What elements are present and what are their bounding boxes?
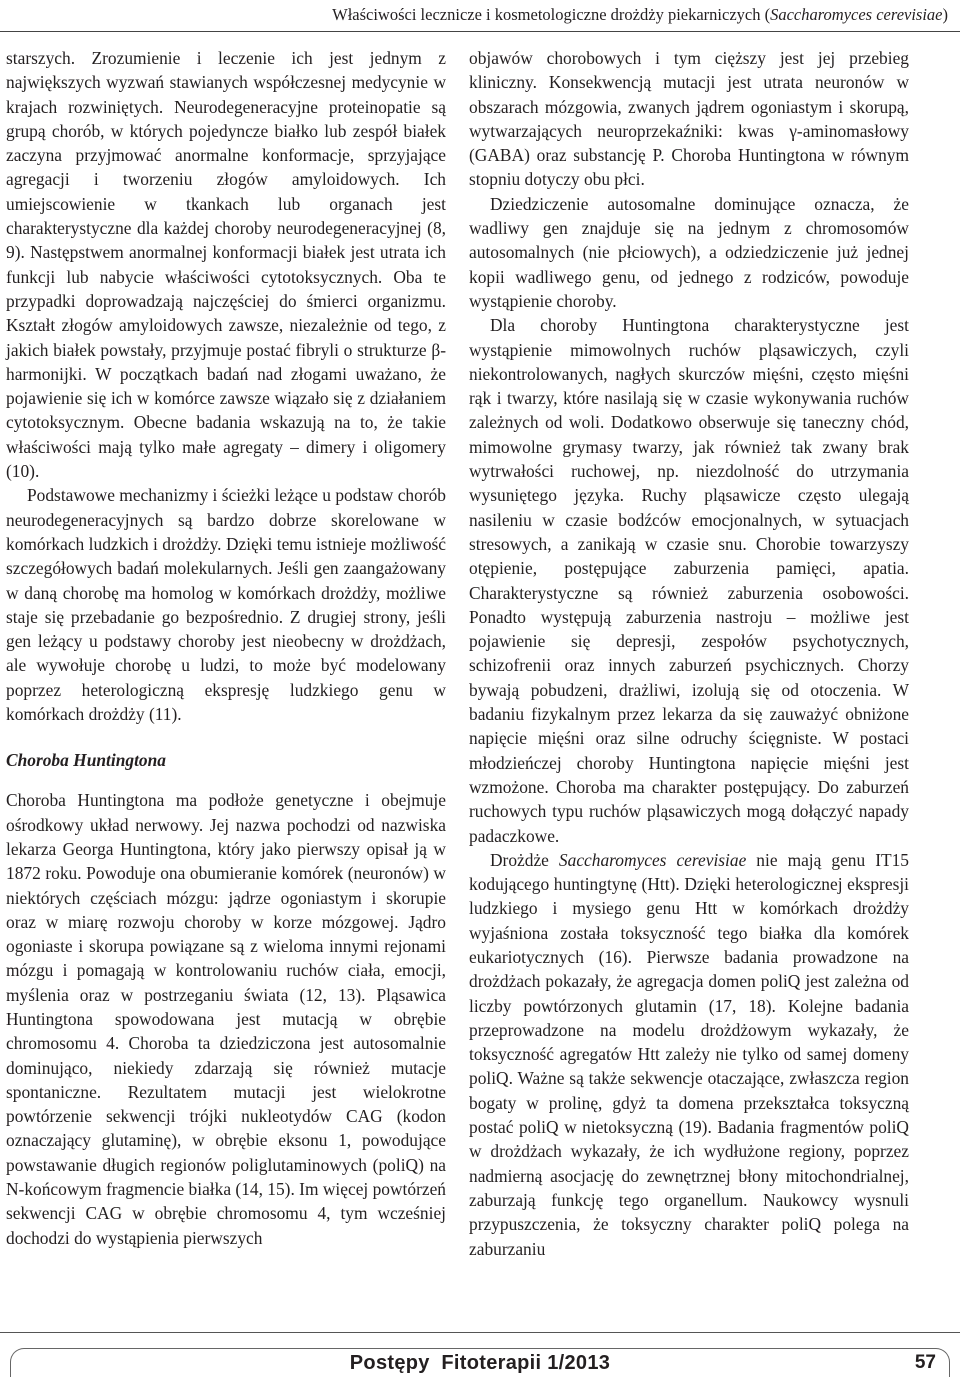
left-paragraph-3: Choroba Huntingtona ma podłoże genetyczne i obejmuje ośrodkowy układ nerwowy. Jej nazwa pochodzi od nazwiska lekarza Georga Huntingtona, który jako pierwszy opisał ją w 1872 roku. Powoduje ona obumieranie komórek (neuronów) w niektórych częściach mózgu: jądrze ogoniastym i skorupie oraz w miarę rozwoju choroby w korze mózgowej. Jądro ogoniaste i skorupa powiązane są z wieloma innymi rejonami mózgu i pomagają w kontrolowaniu ruchów ciała, emocji, myślenia oraz w postrzeganiu świata (12, 13). Pląsawica Huntingtona spowodowana jest mutacją w obrębie chromosomu 4. Choroba ta dziedziczona jest autosomalnie dominująco, niekiedy zdarzają się również mutacje spontaniczne. Rezultatem mutacji jest wielokrotne powtórzenie sekwencji trójki nukleotydów CAG (kodon oznaczający glutaminę), w obrębie eksonu 1, powodujące powstawanie długich regionów poliglutaminowych (poliQ) na N-końcowym fragmencie białka (14, 15). Im więcej powtórzeń sekwencji CAG w obrębie chromosomu 4, tym wcześniej dochodzi do wystąpienia pierwszych [6, 790, 446, 1248]
running-head-species: Saccharomyces cerevisiae [770, 5, 943, 24]
running-head [332, 5, 948, 25]
right-paragraph-4-lead: Drożdże [490, 849, 559, 870]
right-paragraph-2: Dziedziczenie autosomalne dominujące oznacza, że wadliwy gen znajduje się na jednym z chromosomów autosomalnych (nie płciowych), a odziedziczenie już jednej kopii wadliwego genu, od jednego z rodziców, powoduje wystąpienie choroby. [469, 193, 909, 311]
left-paragraph-2: Podstawowe mechanizmy i ścieżki leżące u podstaw chorób neurodegeneracyjnych są bardzo dobrze skorelowane w komórkach ludzkich i drożdży. Dzięki temu istnieje możliwość szczegółowych badań molekularnych. Jeśli gen zaangażowany w daną chorobę ma homolog w komórkach drożdży, możliwe staje się przebadanie go bezpośrednio. Z drugiej strony, jeśli gen leżący u podstawy choroby jest nieobecny w drożdżach, ale wywołuje chorobę u ludzi, to może być modelowany poprzez heterologiczną ekspresję ludzkiego genu w komórkach drożdży (11). [6, 485, 446, 725]
left-column [6, 46, 446, 1250]
left-paragraph-1: starszych. Zrozumienie i leczenie ich jest jednym z największych wyzwań stawianych współczesnej medycynie w krajach rozwiniętych. Neurodegeneracyjne proteinopatie są grupą chorób, w których pojedyncze białko lub zespół białek zaczyna przyjmować anormalne konformacje, sprzyjające agregacji i tworzeniu złogów amyloidowych. Ich umiejscowienie w tkankach lub organach jest charakterystyczne dla każdej choroby neurodegeneracyjnej (8, 9). Następstwem anormalnej konformacji białek jest utrata ich funkcji lub nabycie właściwości cytotoksycznych. Oba te przypadki doprowadzają najczęściej do śmierci organizmu. Kształt złogów amyloidowych zawsze, niezależnie od tego, z jakich białek powstały, przyjmuje postać fibryli o strukturze β-harmonijki. W początkach badań nad złogami uważano, że pojawienie się ich w komórce zawsze wiązało się z działaniem cytotoksycznym. Obecne badania wskazują na to, że takie właściwości mają tylko małe agregaty – dimery i oligomery (10). [6, 48, 446, 482]
right-paragraph-1: objawów chorobowych i tym cięższy jest jej przebieg kliniczny. Konsekwencją mutacji jest utrata neuronów w obszarach mózgowia, zwanych jądrem ogoniastym i skorupą, wytwarzających neuroprzekaźniki: kwas γ-aminomasłowy (GABA) oraz substancję P. Choroba Huntingtona w równym stopniu dotyczy obu płci. [469, 48, 909, 190]
running-head-text: Właściwości lecznicze i kosmetologiczne drożdży piekarniczych ( [332, 5, 771, 24]
right-column [469, 46, 909, 1261]
footer-journal-title: Postępy Fitoterapii 1/2013 [349, 1352, 611, 1374]
page-number: 57 [914, 1352, 936, 1373]
header-rule [0, 31, 960, 32]
right-paragraph-4-rest: nie mają genu IT15 kodującego huntingtynę (Htt). Dzięki heterologicznej ekspresji ludzkiego i mysiego genu Htt w komórkach drożdży wyjaśniona została toksyczność tego białka dla komórek eukariotycznych (16). Pierwsze badania prowadzone na drożdżach pokazały, że agregacja domen poliQ jest zależna od liczby powtórzonych glutamin (17, 18). Kolejne badania przeprowadzone na modelu drożdżowym wykazały, że toksyczność agregatów Htt zależy nie tylko od samej domeny poliQ. Ważne są także sekwencje otaczające, zwłaszcza region bogaty w prolinę, gdyż ta domena przekształca toksyczną postać poliQ w nietoksyczną (19). Badania fragmentów poliQ w drożdżach wykazały, że ich wydłużone regiony, poprzez nadmierną asocjację do zewnętrznej błony mitochondrialnej, zaburzają funkcję tego organellum. Naukowcy wysnuli przypuszczenia, że toksyczny charakter poliQ polega na zaburzaniu [469, 849, 909, 1259]
footer-rule [0, 1332, 960, 1333]
right-paragraph-4 [469, 848, 909, 1261]
section-heading-huntington: Choroba Huntingtona [6, 750, 166, 771]
right-paragraph-4-species: Saccharomyces cerevisiae [558, 849, 747, 870]
running-head-close: ) [942, 5, 948, 24]
right-paragraph-3: Dla choroby Huntingtona charakterystyczne jest wystąpienie mimowolnych ruchów pląsawiczych, czyli niekontrolowanych, nagłych skurczów mięśni, często mięśni rąk i twarzy, które nasilają się w czasie wykonywania ruchów zależnych od woli. Dodatkowo obserwuje się taneczny chód, mimowolne grymasy twarzy, jak również tak zwany brak wytrwałości ruchowej, np. niezdolność do utrzymania wysuniętego języka. Ruchy pląsawicze często ulegają nasileniu w czasie bodźców emocjonalnych, w sytuacjach stresowych, a zanikają w czasie snu. Chorobie towarzyszy otępienie, postępujące zaburzenia pamięci, apatia. Charakterystyczne są również zaburzenia osobowości. Ponadto występują zaburzenia nastroju – możliwe jest pojawienie się depresji, zespołów psychotycznych, schizofrenii oraz innych zaburzeń psychicznych. Chorzy bywają pobudzeni, drażliwi, izolują się od otoczenia. W badaniu fizykalnym przez lekarza da się zauważyć obniżone napięcie mięśni oraz silne odruchy ścięgniste. W postaci młodzieńczej choroby Huntingtona napięcie mięśni jest wzmożone. Choroba ma charakter postępujący. Do zaburzeń ruchowych typu ruchów pląsawiczych mogą dołączyć napady padaczkowe. [469, 315, 909, 846]
